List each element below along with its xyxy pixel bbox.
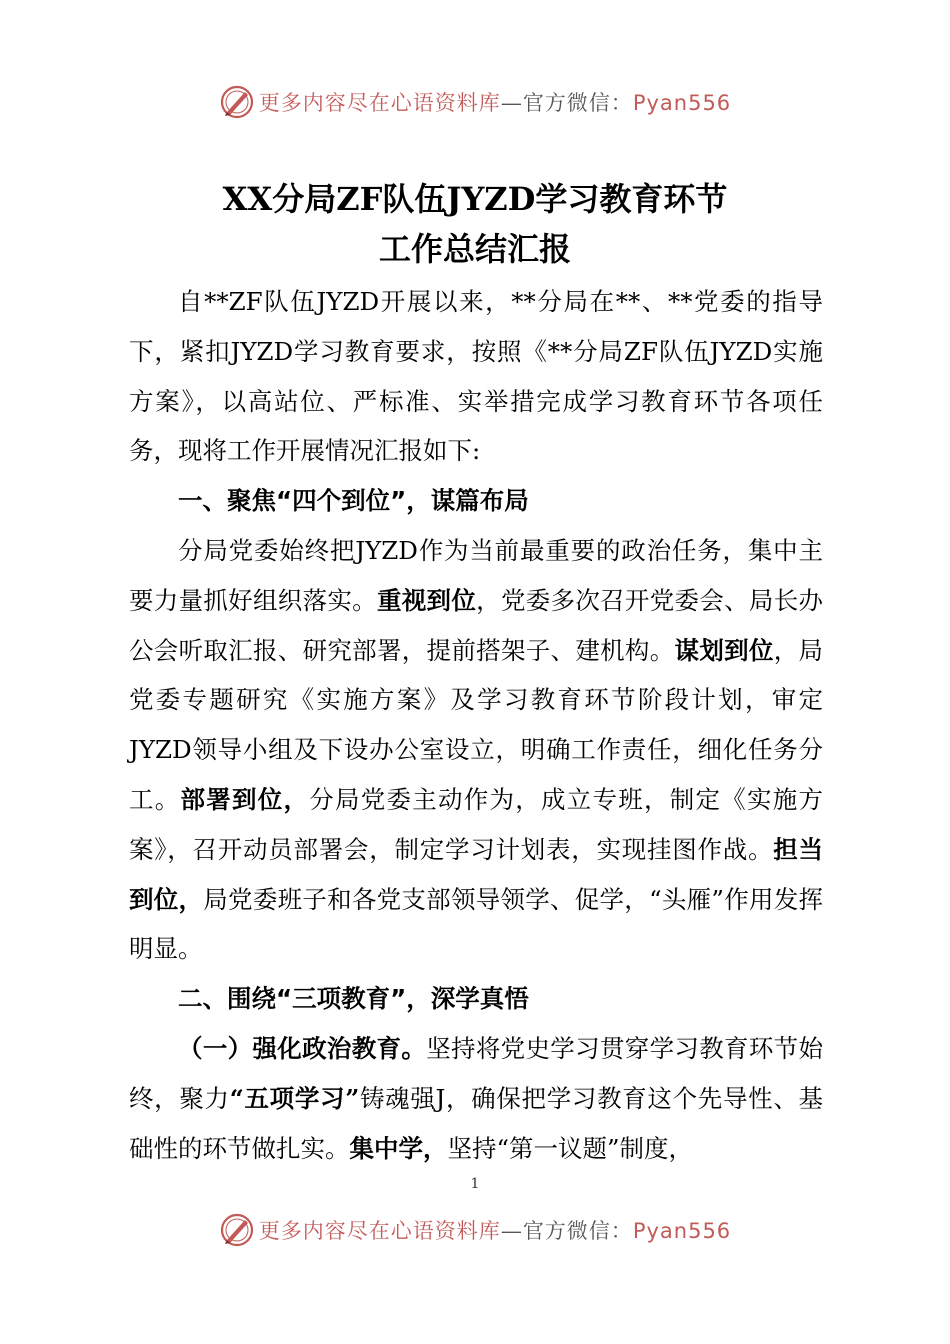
section1-paragraph: 分局党委始终把JYZD作为当前最重要的政治任务，集中主要力量抓好组织落实。重视到位，党委多次召开党委会、局长办公会听取汇报、研究部署，提前搭架子、建机构。谋划到位，局党委专题研究《实施方案》及学习教育环节阶段计划，审定JYZD领导小组及下设办公室设立，明确工作责任，细化任务分工。部署到位，分局党委主动作为，成立专班，制定《实施方案》，召开动员部署会，制定学习计划表，实现挂图作战。担当到位，局党委班子和各党支部领导领学、促学，“头雁”作用发挥明显。 — [129, 535, 824, 964]
watermark-text: 更多内容尽在心语资料库—官方微信：Pyan556 — [258, 1219, 732, 1243]
pen-logo-icon — [219, 84, 255, 120]
intro-paragraph: 自**ZF队伍JYZD开展以来，**分局在**、**党委的指导下，紧扣JYZD学习教育要求，按照《**分局ZF队伍JYZD实施方案》，以高站位、严标准、实举措完成学习教育环节各项任务，现将工作开展情况汇报如下: — [129, 287, 823, 466]
section2-heading: 二、围绕“三项教育”，深学真悟 — [178, 984, 529, 1014]
document-title-line1: XX分局ZF队伍JYZD学习教育环节 — [222, 180, 728, 218]
watermark-text: 更多内容尽在心语资料库—官方微信：Pyan556 — [258, 91, 732, 115]
section1-heading: 一、聚焦“四个到位”，谋篇布局 — [178, 486, 529, 516]
section2-paragraph: （一）强化政治教育。坚持将党史学习贯穿学习教育环节始终，聚力“五项学习”铸魂强J，确保把学习教育这个先导性、基础性的环节做扎实。集中学，坚持“第一议题”制度， — [129, 1033, 824, 1163]
watermark-banner-top — [0, 82, 950, 122]
watermark-banner-bottom — [0, 1210, 950, 1250]
document-title-line2: 工作总结汇报 — [378, 230, 571, 268]
page-number: 1 — [470, 1176, 480, 1192]
pen-logo-icon — [219, 1212, 255, 1248]
document-body — [129, 277, 823, 1173]
